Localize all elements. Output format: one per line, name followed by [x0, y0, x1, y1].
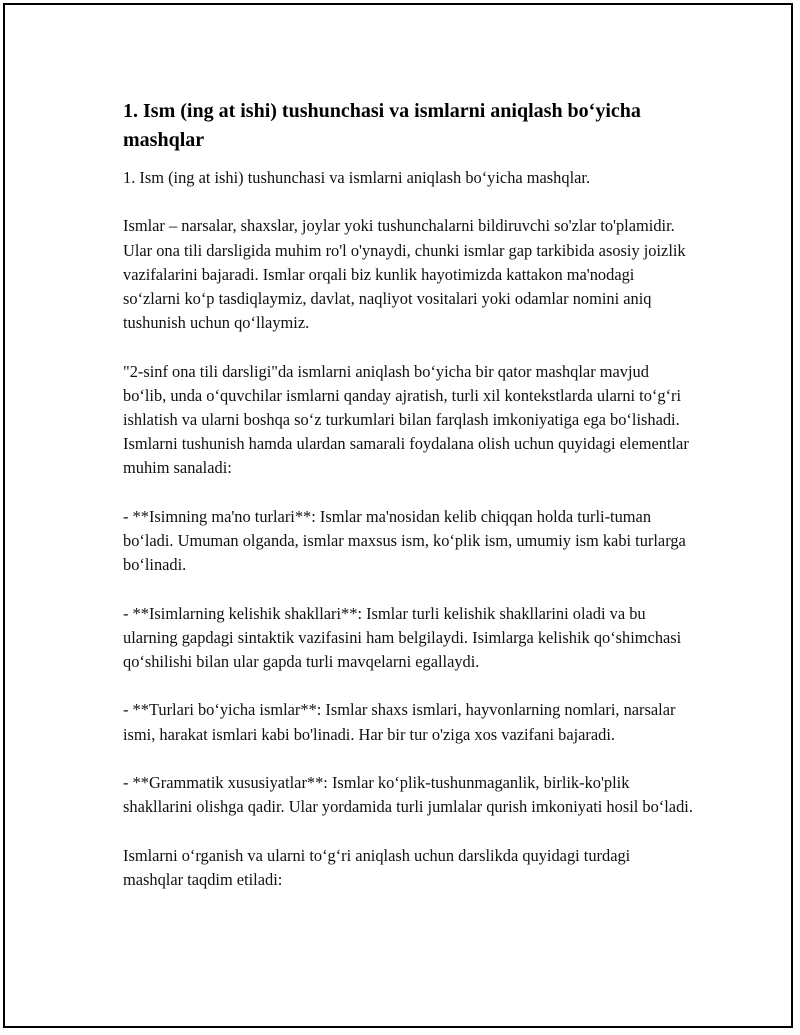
document-body [123, 97, 693, 916]
page-frame [3, 3, 793, 1028]
paragraph-exercises: Ismlarni o‘rganish va ularni to‘g‘ri aniqlash uchun darslikda quyidagi turdagi mashqlar taqdim etiladi: [123, 845, 631, 889]
paragraph-types: - **Turlari bo‘yicha ismlar**: Ismlar shaxs ismlari, hayvonlarning nomlari, narsalar ismi, harakat ismlari kabi bo'linadi. Har bir tur o'ziga xos vazifani bajaradi. [123, 700, 676, 744]
paragraph-meaning-types: - **Isimning ma'no turlari**: Ismlar ma'nosidan kelib chiqqan holda turli-tuman bo‘ladi. Umuman olganda, ismlar maxsus ism, ko‘plik ism, umumiy ism kabi turlarga bo‘linadi. [123, 506, 686, 575]
paragraph-textbook: "2-sinf ona tili darsligi"da ismlarni aniqlash bo‘yicha bir qator mashqlar mavjud bo‘lib, unda o‘quvchilar ismlarni qanday ajratish, turli xil kontekstlarda ularni to‘g‘ri ishlatish va ularni boshqa so‘z turkumlari bilan farqlash imkoniyatiga ega bo‘lishadi. Ismlarni tushunish hamda ulardan samarali foydalana olish uchun quyidagi elementlar muhim sanaladi: [123, 361, 689, 478]
paragraph-grammar: - **Grammatik xususiyatlar**: Ismlar ko‘plik-tushunmaganlik, birlik-ko'plik shakllarini olishga qadir. Ular yordamida turli jumlalar qurish imkoniyati hosil bo‘ladi. [123, 772, 693, 817]
paragraph-definition: Ismlar – narsalar, shaxslar, joylar yoki tushunchalarni bildiruvchi so'zlar to'plamidir. Ular ona tili darsligida muhim ro'l o'ynaydi, chunki ismlar gap tarkibida asosiy joizlik vazifalarini bajaradi. Ismlar orqali biz kunlik hayotimizda kattakon ma'nodagi so‘zlarni ko‘p tasdiqlaymiz, davlat, naqliyot vositalari yoki odamlar nomini aniq tushunish uchun qo‘llaymiz. [123, 216, 686, 333]
document-title: 1. Ism (ing at ishi) tushunchasi va ismlarni aniqlash bo‘yicha mashqlar [123, 100, 641, 151]
paragraph-intro: 1. Ism (ing at ishi) tushunchasi va ismlarni aniqlash bo‘yicha mashqlar. [123, 168, 591, 187]
paragraph-case-forms: - **Isimlarning kelishik shakllari**: Ismlar turli kelishik shakllarini oladi va bu ularning gapdagi sintaktik vazifasini ham belgilaydi. Isimlarga kelishik qo‘shimchasi qo‘shilishi bilan ular gapda turli mavqelarni egallaydi. [123, 603, 682, 671]
